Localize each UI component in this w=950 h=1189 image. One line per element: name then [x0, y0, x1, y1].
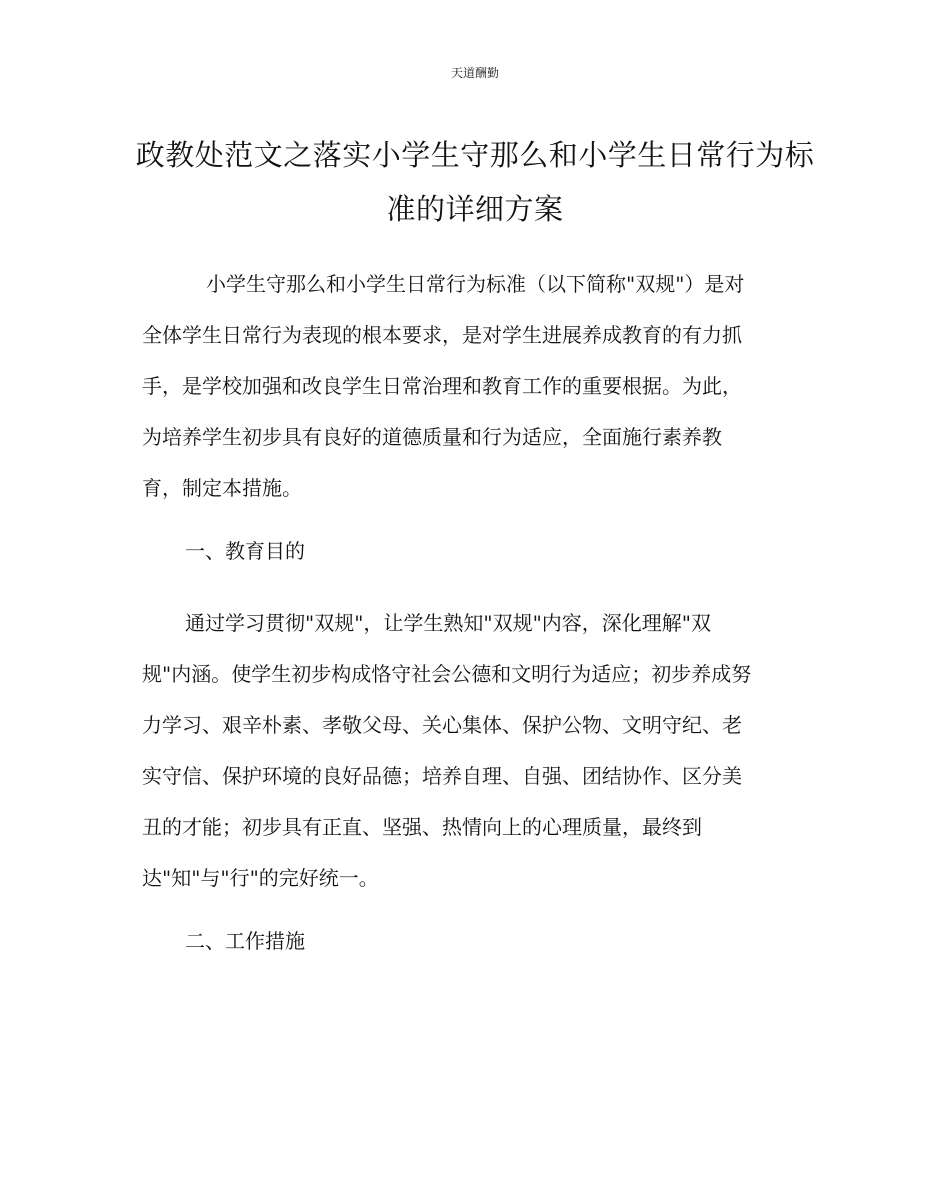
- goal-line: 通过学习贯彻"双规"，让学生熟知"双规"内容，深化理解"双: [185, 611, 711, 635]
- section-heading-education-goal: [142, 526, 812, 577]
- intro-line: 手，是学校加强和改良学生日常治理和教育工作的重要根据。为此，: [142, 374, 742, 398]
- page-header: 天道酬勤: [450, 66, 499, 80]
- intro-line: 育，制定本措施。: [142, 476, 302, 500]
- goal-line: 规"内涵。使学生初步构成恪守社会公德和文明行为适应；初步养成努: [142, 662, 752, 686]
- section-heading-text: 二、工作措施: [185, 929, 305, 953]
- section-heading-work-measures: [142, 916, 812, 967]
- goal-line: 丑的才能；初步具有正直、坚强、热情向上的心理质量，最终到: [142, 815, 702, 839]
- intro-line: 全体学生日常行为表现的根本要求，是对学生进展养成教育的有力抓: [142, 323, 742, 347]
- title-line: 政教处范文之落实小学生守那么和小学生日常行为标: [135, 138, 815, 172]
- section-heading-text: 一、教育目的: [185, 539, 305, 563]
- intro-paragraph: [142, 259, 812, 514]
- intro-line: 小学生守那么和小学生日常行为标准（以下简称"双规"）是对: [206, 272, 745, 296]
- goal-line: 力学习、艰辛朴素、孝敬父母、关心集体、保护公物、文明守纪、老: [142, 713, 742, 737]
- intro-line: 为培养学生初步具有良好的道德质量和行为适应，全面施行素养教: [142, 425, 722, 449]
- goal-line: 达"知"与"行"的完好统一。: [142, 866, 379, 890]
- goal-line: 实守信、保护环境的良好品德；培养自理、自强、团结协作、区分美: [142, 764, 742, 788]
- title-line: 准的详细方案: [386, 192, 564, 226]
- goal-paragraph: [142, 598, 812, 904]
- document-title: [120, 128, 830, 236]
